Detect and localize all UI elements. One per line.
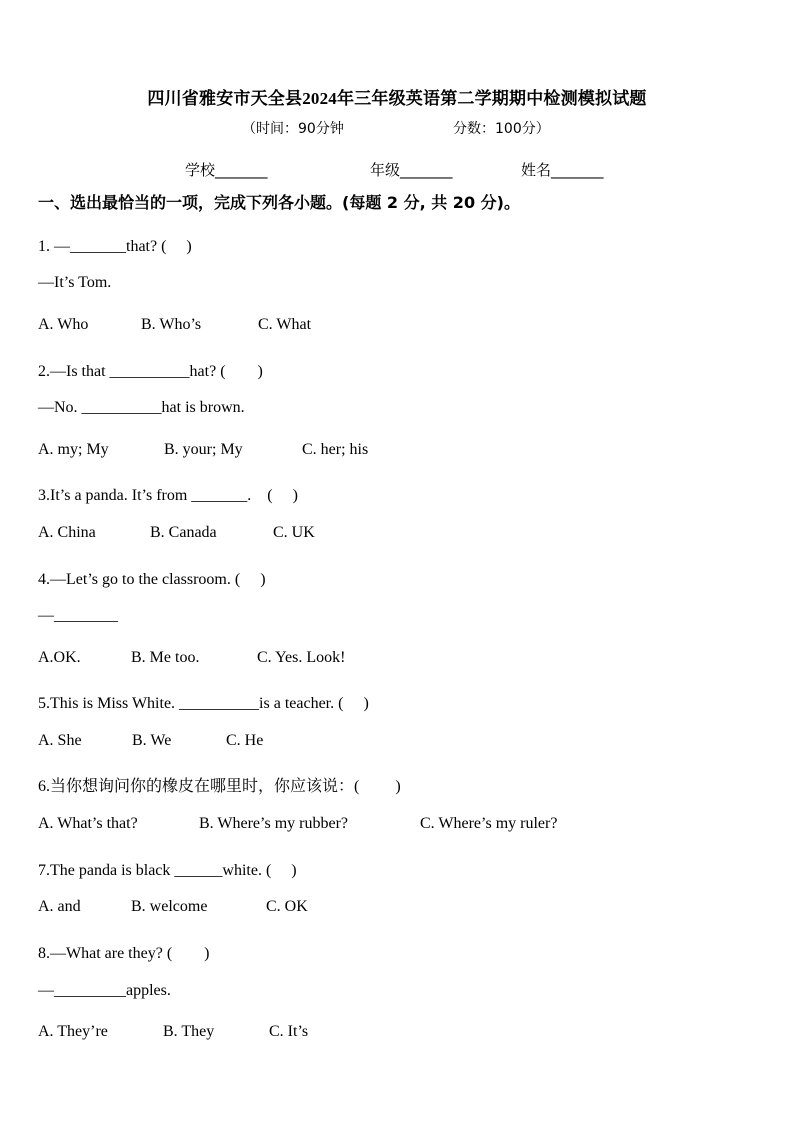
question-1-line-1: 1. —_______that? ( ) bbox=[38, 238, 192, 255]
question-6-option-c: C. Where’s my ruler? bbox=[420, 815, 558, 832]
question-1-option-c: C. What bbox=[258, 316, 312, 333]
question-3-option-b: B. Canada bbox=[150, 524, 217, 541]
question-1-option-b: B. Who’s bbox=[141, 316, 202, 333]
question-4-option-c: C. Yes. Look! bbox=[257, 649, 346, 666]
question-3-line-1: 3.It’s a panda. It’s from _______. ( ) bbox=[38, 487, 298, 504]
question-5-option-b: B. We bbox=[132, 732, 172, 749]
question-7-option-b: B. welcome bbox=[131, 898, 208, 915]
question-5-line-1: 5.This is Miss White. __________is a teacher. ( ) bbox=[38, 695, 369, 712]
question-1-line-2: —It’s Tom. bbox=[38, 274, 112, 291]
question-4-option-b: B. Me too. bbox=[131, 649, 200, 666]
question-6-option-a: A. What’s that? bbox=[38, 815, 138, 832]
name-field: 姓名_______ bbox=[521, 161, 604, 179]
question-2-option-b: B. your; My bbox=[164, 441, 243, 458]
question-6-option-b: B. Where’s my rubber? bbox=[199, 815, 348, 832]
question-7-option-c: C. OK bbox=[266, 898, 308, 915]
question-8-line-1: 8.—What are they? ( ) bbox=[38, 945, 210, 962]
question-8-option-b: B. They bbox=[163, 1023, 215, 1040]
question-6-line-1: 6.当你想询问你的橡皮在哪里时，你应该说：( ) bbox=[38, 778, 401, 795]
exam-time: （时间：90分钟 bbox=[242, 121, 344, 137]
section-heading: 一、选出最恰当的一项，完成下列各小题。(每题 2 分, 共 20 分)。 bbox=[38, 193, 520, 212]
question-8-line-2: —_________apples. bbox=[38, 982, 171, 999]
exam-title: 四川省雅安市天全县2024年三年级英语第二学期期中检测模拟试题 bbox=[147, 89, 647, 108]
question-4-line-2: —________ bbox=[38, 607, 118, 624]
school-field: 学校_______ bbox=[185, 161, 268, 179]
question-1-option-a: A. Who bbox=[38, 316, 89, 333]
question-2-option-c: C. her; his bbox=[302, 441, 369, 458]
question-3-option-a: A. China bbox=[38, 524, 96, 541]
exam-score: 分数：100分） bbox=[453, 121, 550, 137]
grade-field: 年级_______ bbox=[370, 161, 453, 179]
question-2-option-a: A. my; My bbox=[38, 441, 109, 458]
question-7-line-1: 7.The panda is black ______white. ( ) bbox=[38, 862, 297, 879]
question-3-option-c: C. UK bbox=[273, 524, 315, 541]
question-8-option-c: C. It’s bbox=[269, 1023, 309, 1040]
question-5-option-c: C. He bbox=[226, 732, 264, 749]
question-5-option-a: A. She bbox=[38, 732, 82, 749]
question-8-option-a: A. They’re bbox=[38, 1023, 108, 1040]
question-4-line-1: 4.—Let’s go to the classroom. ( ) bbox=[38, 571, 266, 588]
question-2-line-1: 2.—Is that __________hat? ( ) bbox=[38, 363, 263, 380]
question-2-line-2: —No. __________hat is brown. bbox=[38, 399, 245, 416]
question-4-option-a: A.OK. bbox=[38, 649, 81, 666]
question-7-option-a: A. and bbox=[38, 898, 81, 915]
